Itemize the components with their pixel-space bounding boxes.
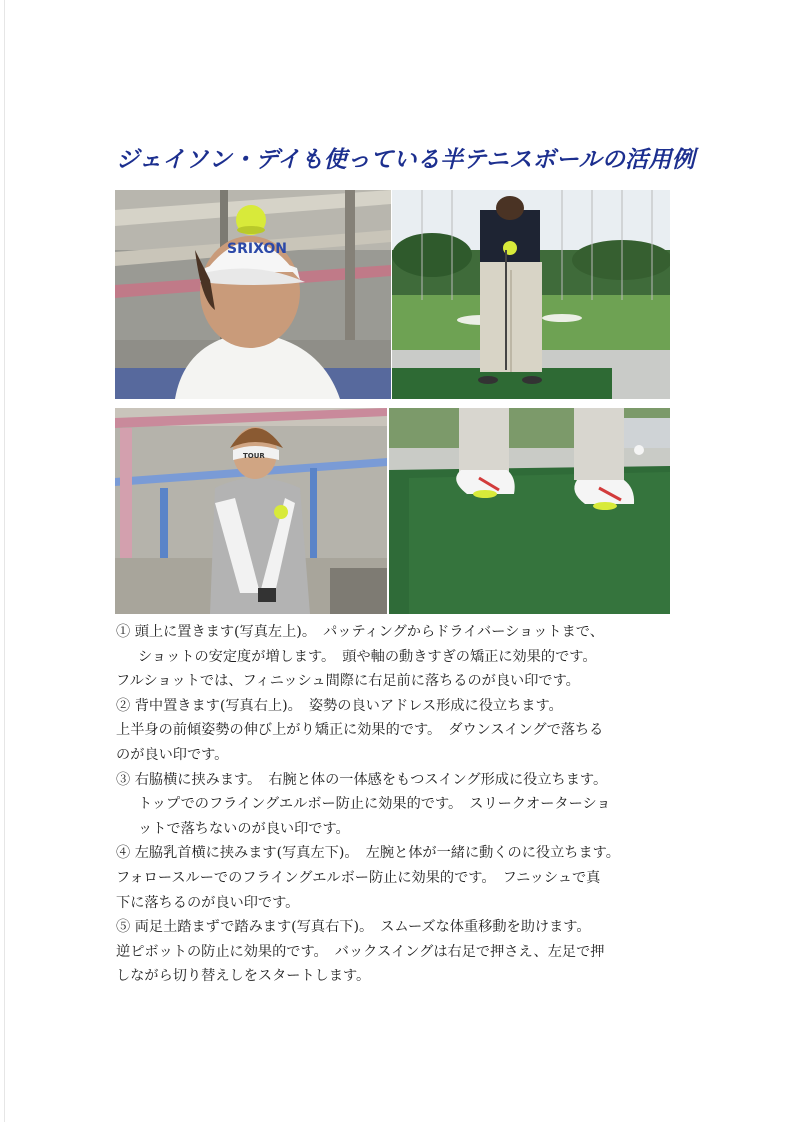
photo-ball-on-head <box>115 190 391 399</box>
body-text <box>116 620 696 989</box>
photo-balls-under-feet <box>389 408 670 614</box>
text-line: フルショットでは、フィニッシュ間際に右足前に落ちるのが良い印です。 <box>116 673 580 690</box>
text-line: しながら切り替えしをスタートします。 <box>116 968 371 985</box>
text-line: のが良い印です。 <box>116 746 229 763</box>
text-line: ットで落ちないのが良い印です。 <box>138 820 350 837</box>
visor-text: TOUR <box>243 452 265 460</box>
text-line: 逆ピボットの防止に効果的です。 バックスイングは右足で押さえ、左足で押 <box>116 943 605 960</box>
photo-ball-on-back <box>392 190 670 399</box>
page-edge <box>4 0 5 1122</box>
page-title: ジェイソン・デイも使っている半テニスボールの活用例 <box>116 147 696 173</box>
cap-logo-text: SRIXON <box>227 241 287 257</box>
text-line: ① 頭上に置きます(写真左上)。 パッティングからドライバーショットまで、 <box>116 624 604 640</box>
text-line: フォロースルーでのフライングエルボー防止に効果的です。 フニッシュで真 <box>116 869 601 886</box>
text-line: トップでのフライングエルボー防止に効果的です。 スリークオーターショ <box>138 796 611 813</box>
photo-ball-under-arm <box>115 408 387 614</box>
text-line: ⑤ 両足土踏まずで踏みます(写真右下)。 スムーズな体重移動を助けます。 <box>116 919 591 936</box>
text-line: ショットの安定度が増します。 頭や軸の動きすぎの矯正に効果的です。 <box>138 648 597 665</box>
text-line: ② 背中置きます(写真右上)。 姿勢の良いアドレス形成に役立ちます。 <box>116 697 563 714</box>
text-line: 上半身の前傾姿勢の伸び上がり矯正に効果的です。 ダウンスイングで落ちる <box>116 722 604 739</box>
text-line: ④ 左脇乳首横に挟みます(写真左下)。 左腕と体が一緒に動くのに役立ちます。 <box>116 845 620 862</box>
text-line: 下に落ちるのが良い印です。 <box>116 894 300 911</box>
text-line: ③ 右脇横に挟みます。 右腕と体の一体感をもつスイング形成に役立ちます。 <box>116 771 608 788</box>
